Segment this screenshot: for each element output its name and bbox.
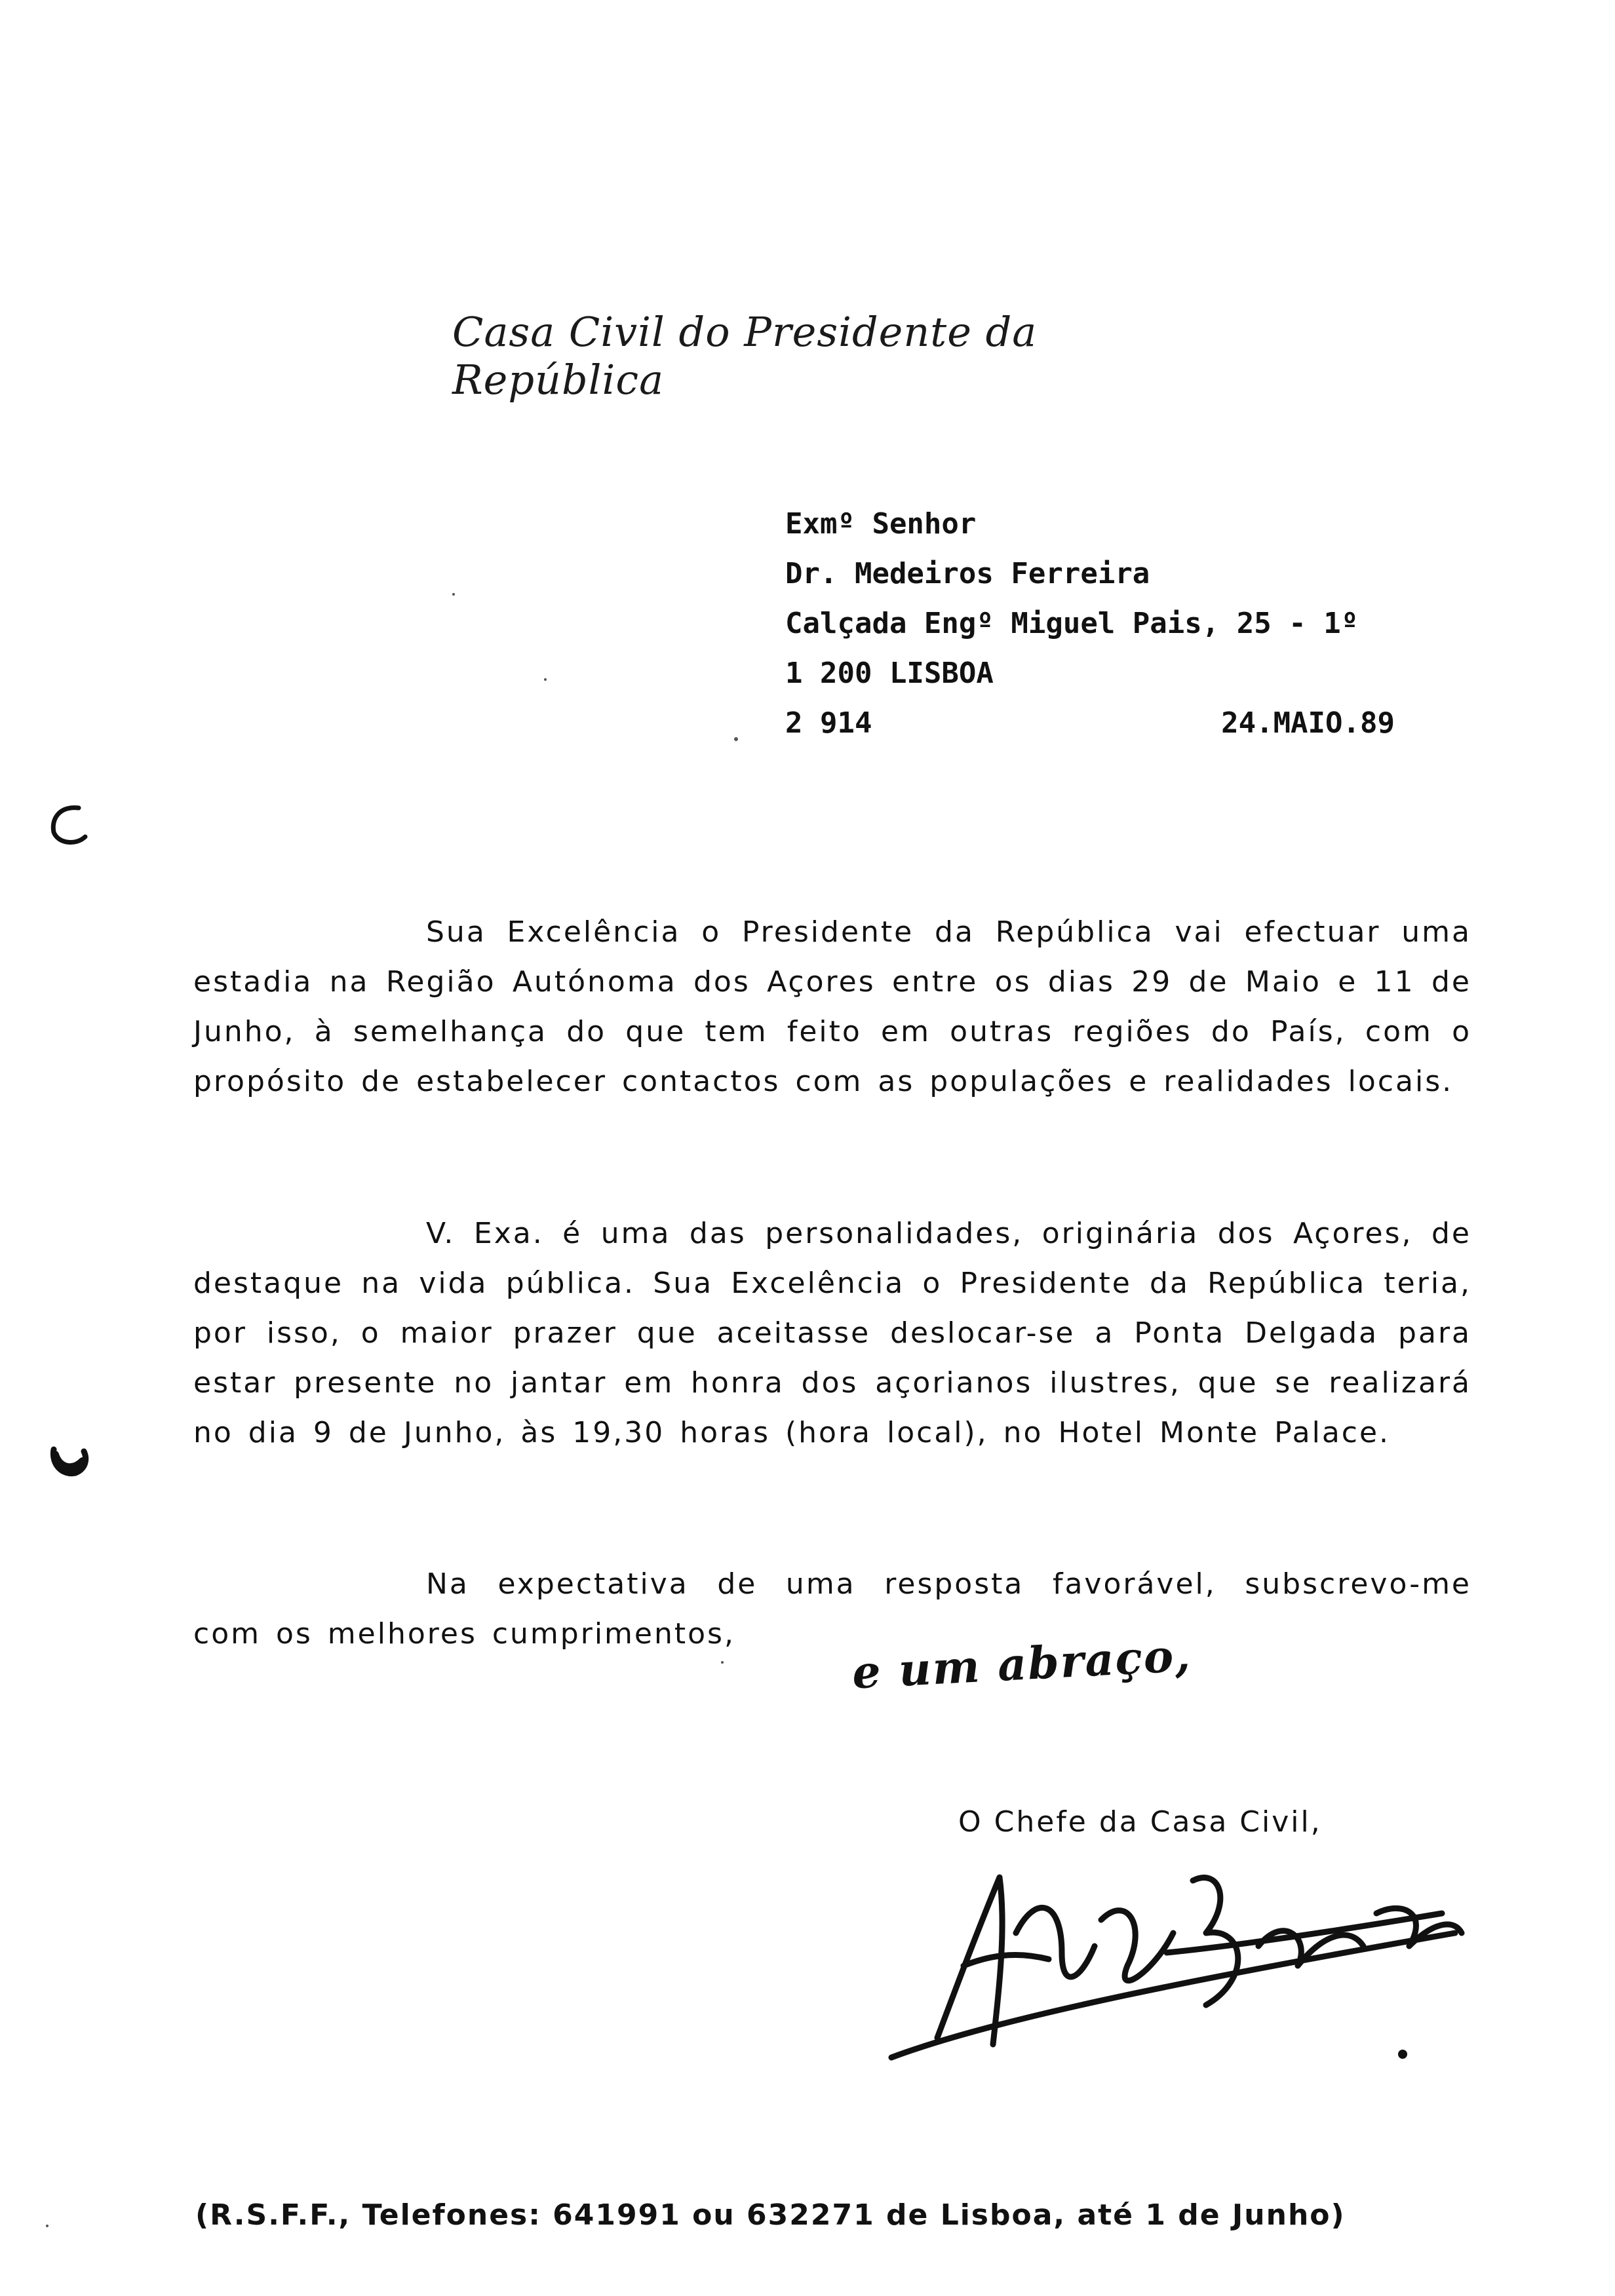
reference-number: 2 914 — [785, 706, 872, 740]
scan-speck — [734, 737, 738, 741]
paragraph-3 — [193, 1559, 1471, 1659]
paragraph-2 — [193, 1209, 1471, 1458]
reference-line — [785, 706, 1395, 740]
signature — [865, 1854, 1481, 2071]
paragraph-3-text: Na expectativa de uma resposta favorável, subscrevo-me com os melhores cumprimentos, — [193, 1567, 1471, 1651]
recipient-city: 1 200 LISBOA — [785, 657, 994, 690]
closing-title: O Chefe da Casa Civil, — [958, 1805, 1322, 1839]
paragraph-2-text: V. Exa. é uma das personalidades, originária dos Açores, de destaque na vida pública. Sua Excelência o Presidente da República teria, por isso, o maior prazer que aceitasse deslocar-se a Ponta Delgada para estar presente no jantar em honra dos açorianos ilustres, que se realizará no dia 9 de Junho, às 19,30 horas (hora local), no Hotel Monte Palace. — [193, 1217, 1471, 1449]
recipient-street: Calçada Engº Miguel Pais, 25 - 1º — [785, 607, 1359, 640]
letterhead: Casa Civil do Presidente da República — [452, 308, 1038, 404]
letter-date: 24.MAIO.89 — [1221, 706, 1395, 740]
scan-speck — [452, 593, 455, 596]
footer-note: (R.S.F.F., Telefones: 641991 ou 632271 de Lisboa, até 1 de Junho) — [195, 2198, 1346, 2232]
scan-speck — [46, 2225, 49, 2227]
recipient-name: Dr. Medeiros Ferreira — [785, 557, 1150, 590]
paragraph-1-text: Sua Excelência o Presidente da República vai efectuar uma estadia na Região Autónoma dos Açores entre os dias 29 de Maio e 11 de Junho, à semelhança do que tem feito em outras regiões do País, com o propósito de estabelecer contactos com as populações e realidades locais. — [193, 915, 1471, 1098]
paragraph-1 — [193, 908, 1471, 1107]
scan-speck — [721, 1661, 724, 1664]
scan-speck — [544, 678, 547, 681]
punch-hole-mark — [46, 1435, 92, 1481]
recipient-address — [785, 499, 1358, 698]
handwritten-note: e um abraço, — [851, 1629, 1193, 1700]
punch-hole-mark — [46, 803, 92, 849]
recipient-salutation: Exmº Senhor — [785, 507, 977, 541]
